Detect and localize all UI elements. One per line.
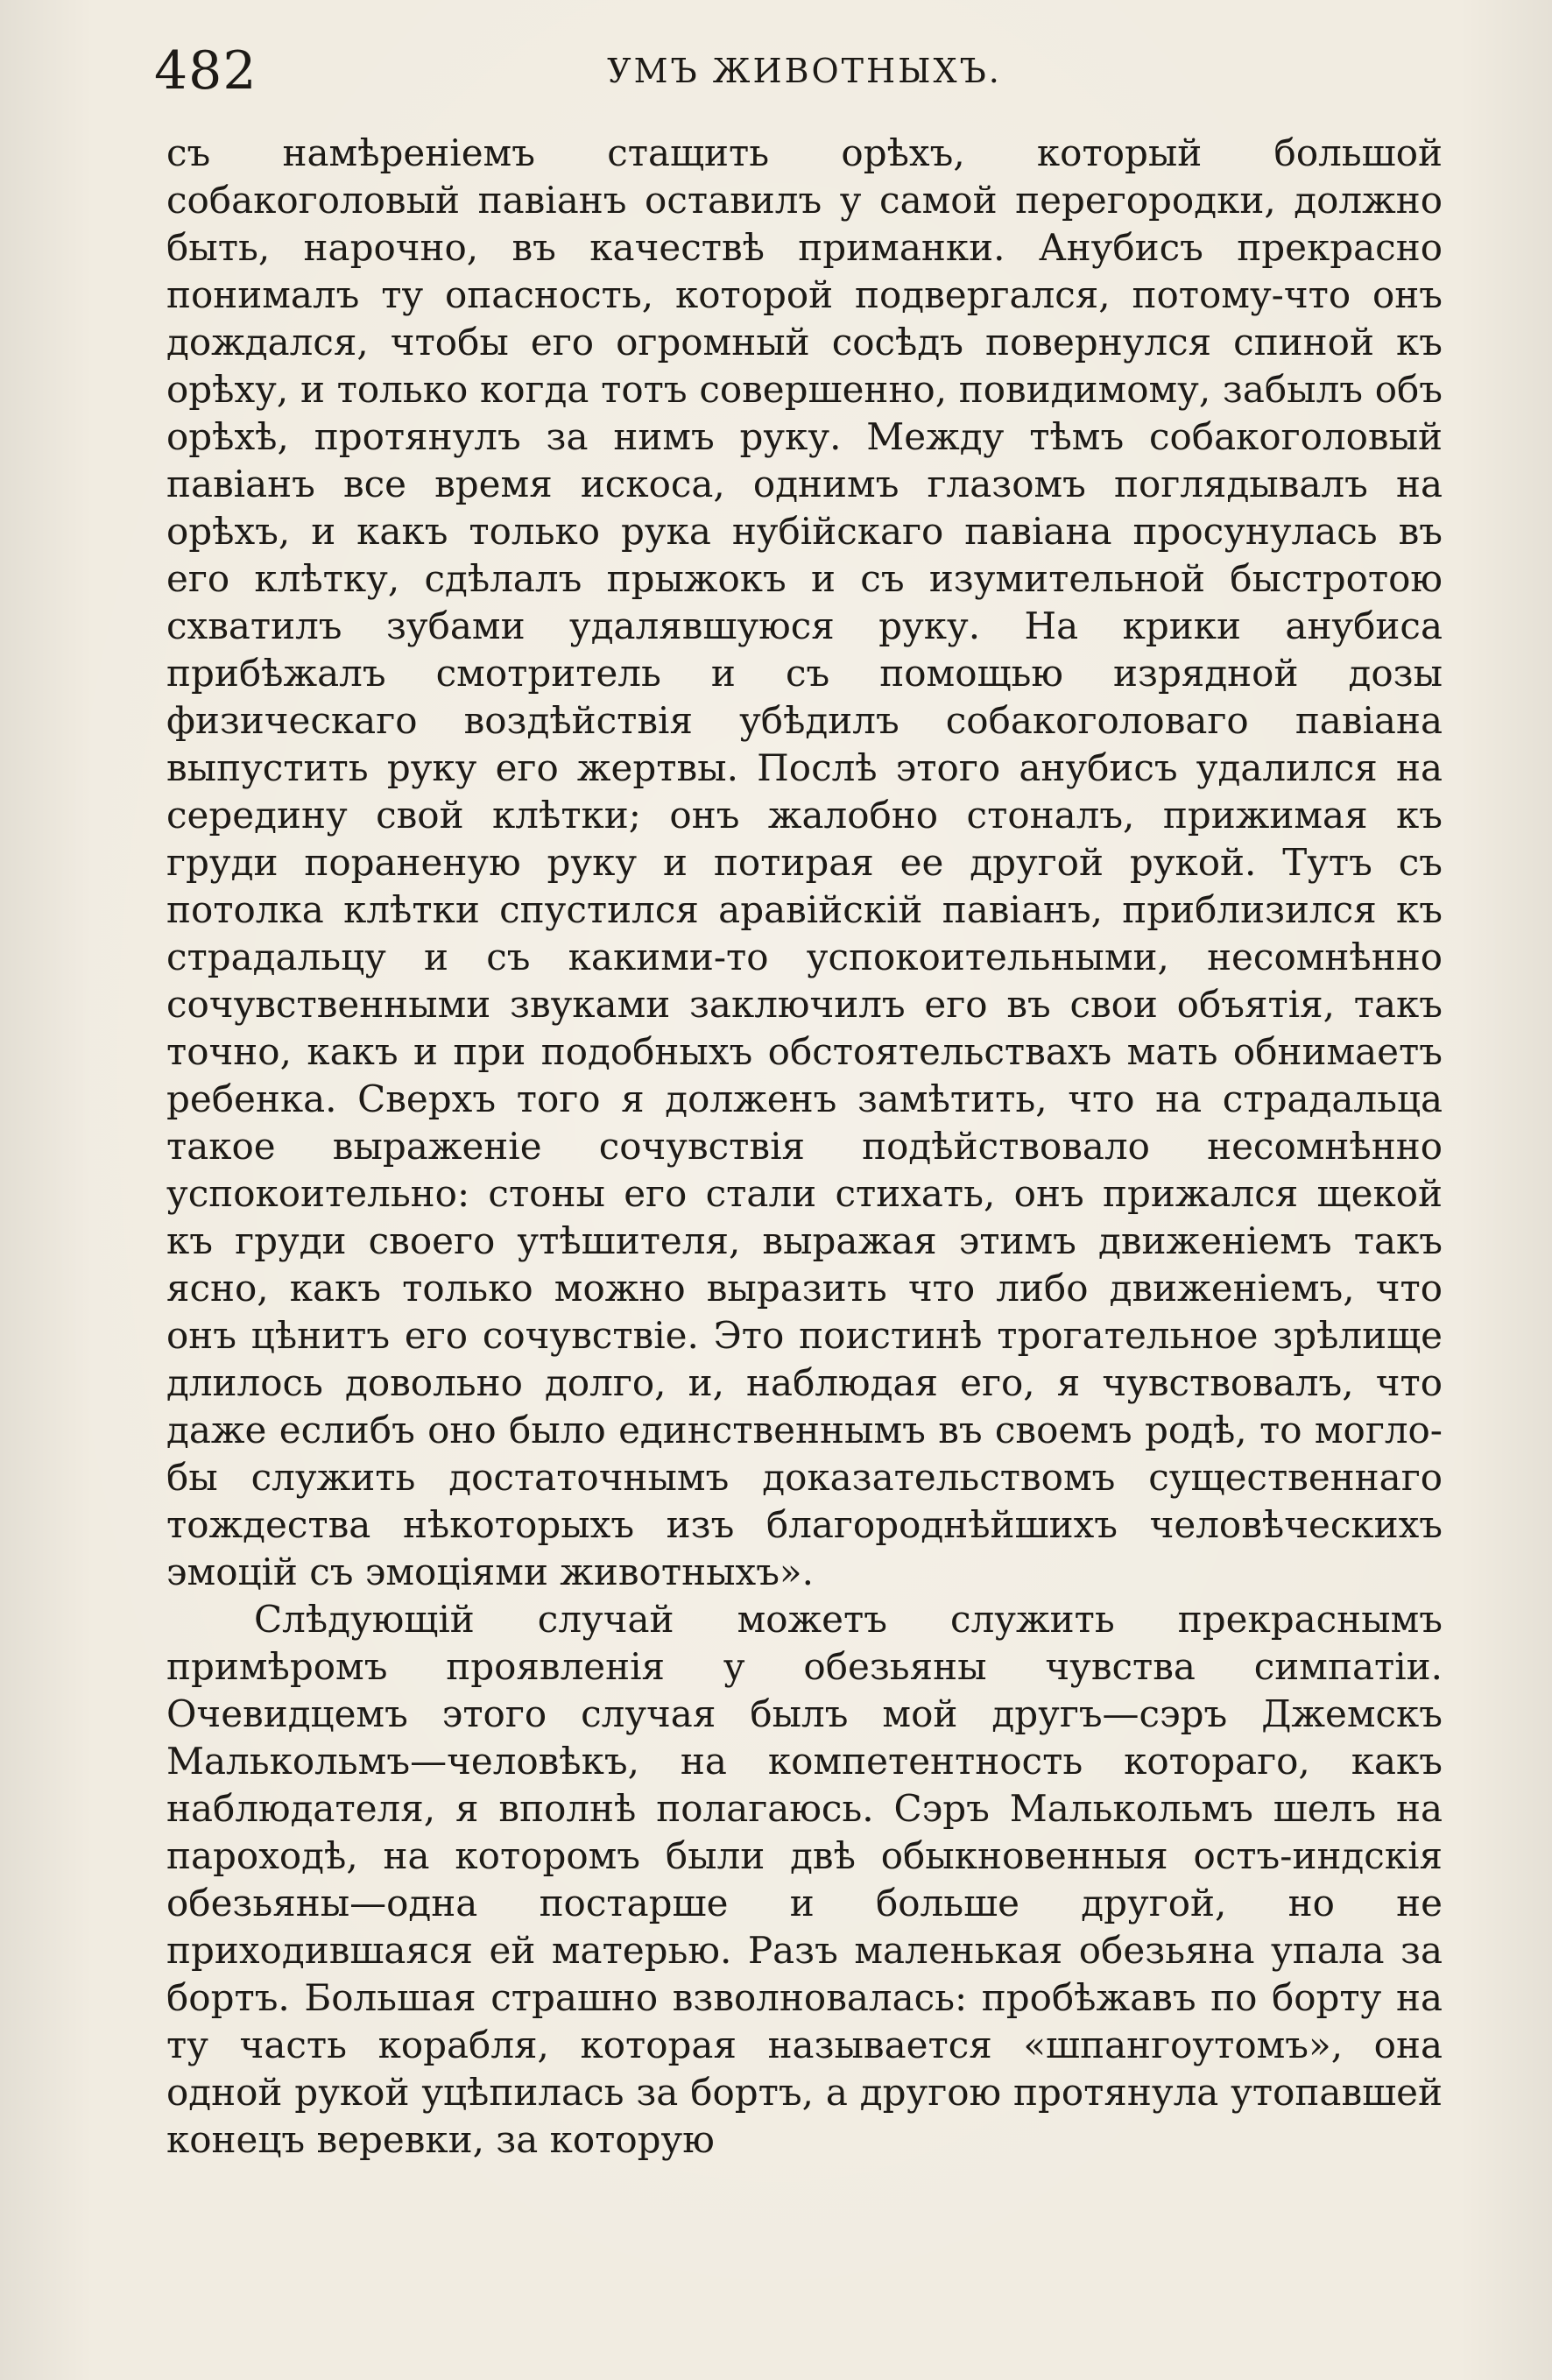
running-title: УМЪ ЖИВОТНЫХЪ. xyxy=(607,52,1002,90)
paragraph-new: Слѣдующій случай можетъ служить прекраснымъ примѣромъ проявленія у обезьяны чувства симпатіи. Очевидцемъ этого случая былъ мой другъ—сэръ Джемскъ Малькольмъ—человѣкъ, на компетентность котораго, какъ наблюдателя, я вполнѣ полагаюсь. Сэръ Малькольмъ шелъ на пароходѣ, на которомъ были двѣ обыкновенныя остъ-индскія обезьяны—одна постарше и больше другой, но не приходившаяся ей матерью. Разъ маленькая обезьяна упала за бортъ. Большая страшно взволновалась: пробѣжавъ по борту на ту часть корабля, которая называется «шпангоутомъ», она одной рукой уцѣпилась за бортъ, а другою протянула утопавшей конецъ веревки, за которую xyxy=(166,1598,1443,2161)
body-text xyxy=(166,130,1443,2164)
paragraph-continued: съ намѣреніемъ стащить орѣхъ, который большой собакоголовый павіанъ оставилъ у самой перегородки, должно быть, нарочно, въ качествѣ приманки. Анубисъ прекрасно понималъ ту опасность, которой подвергался, потому-что онъ дождался, чтобы его огромный сосѣдъ повернулся спиной къ орѣху, и только когда тотъ совершенно, повидимому, забылъ объ орѣхѣ, протянулъ за нимъ руку. Между тѣмъ собакоголовый павіанъ все время искоса, однимъ глазомъ поглядывалъ на орѣхъ, и какъ только рука нубійскаго павіана просунулась въ его клѣтку, сдѣлалъ прыжокъ и съ изумительной быстротою схватилъ зубами удалявшуюся руку. На крики анубиса прибѣжалъ смотритель и съ помощью изрядной дозы физическаго воздѣйствія убѣдилъ собакоголоваго павіана выпустить руку его жертвы. Послѣ этого анубисъ удалился на середину свой клѣтки; онъ жалобно стоналъ, прижимая къ груди пораненую руку и потирая ее другой рукой. Тутъ съ потолка клѣтки спустился аравійскій павіанъ, приблизился къ страдальцу и съ какими-то успокоительными, несомнѣнно сочувственными звуками заключилъ его въ свои объятія, такъ точно, какъ и при подобныхъ обстоятельствахъ мать обнимаетъ ребенка. Сверхъ того я долженъ замѣтить, что на страдальца такое выраженіе сочувствія подѣйствовало несомнѣнно успокоительно: стоны его стали стихать, онъ прижался щекой къ груди своего утѣшителя, выражая этимъ движеніемъ такъ ясно, какъ только можно выразить что либо движеніемъ, что онъ цѣнитъ его сочувствіе. Это поистинѣ трогательное зрѣлище длилось довольно долго, и, наблюдая его, я чувствовалъ, что даже еслибъ оно было единственнымъ въ своемъ родѣ, то могло-бы служить достаточнымъ доказательствомъ существеннаго тождества нѣкоторыхъ изъ благороднѣйшихъ человѣческихъ эмоцій съ эмоціями животныхъ». xyxy=(166,131,1443,1593)
page-number: 482 xyxy=(154,40,257,102)
running-head xyxy=(154,40,1443,102)
